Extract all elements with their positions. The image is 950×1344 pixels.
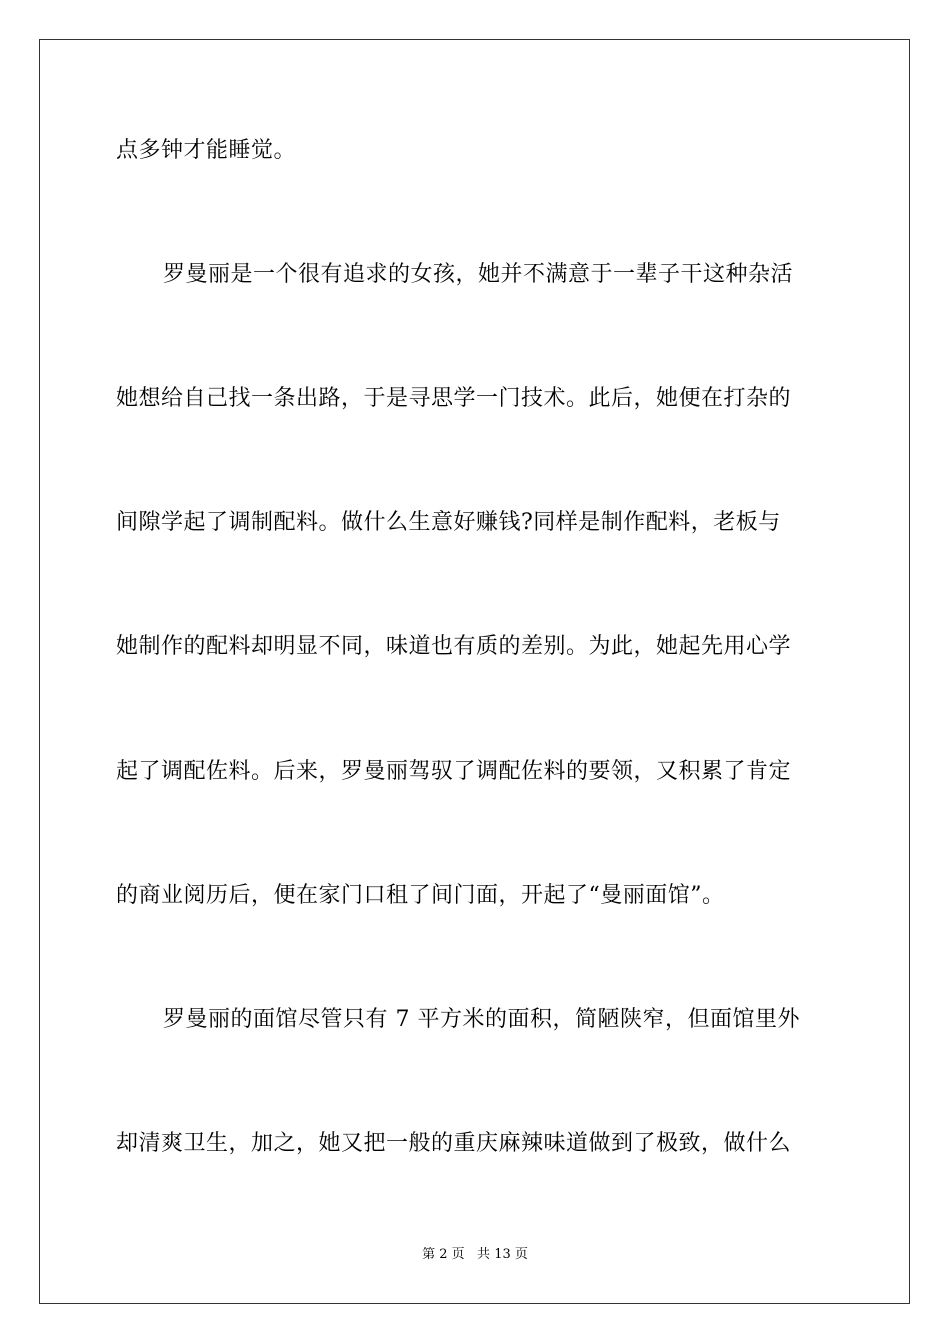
text-line-3: 她想给自己找一条出路，于是寻思学一门技术。此后，她便在打杂的 — [116, 386, 792, 411]
text-line-1: 点多钟才能睡觉。 — [116, 138, 297, 163]
text-line-2: 罗曼丽是一个很有追求的女孩，她并不满意于一辈子干这种杂活 — [163, 262, 794, 287]
text-line-4: 间隙学起了调制配料。做什么生意好赚钱?同样是制作配料，老板与 — [116, 510, 781, 535]
page-border — [39, 39, 910, 1304]
page-number-footer: 第 2 页 共 13 页 — [422, 1247, 528, 1262]
text-line-7: 的商业阅历后，便在家门口租了间门面，开起了“曼丽面馆”。 — [116, 883, 725, 908]
text-line-6: 起了调配佐料。后来，罗曼丽驾驭了调配佐料的要领，又积累了肯定 — [116, 759, 792, 784]
text-line-8: 罗曼丽的面馆尽管只有 7 平方米的面积，简陋陕窄，但面馆里外 — [163, 1007, 800, 1032]
text-line-9: 却清爽卫生，加之，她又把一般的重庆麻辣味道做到了极致，做什么 — [116, 1131, 792, 1156]
text-line-5: 她制作的配料却明显不同，味道也有质的差别。为此，她起先用心学 — [116, 634, 792, 659]
